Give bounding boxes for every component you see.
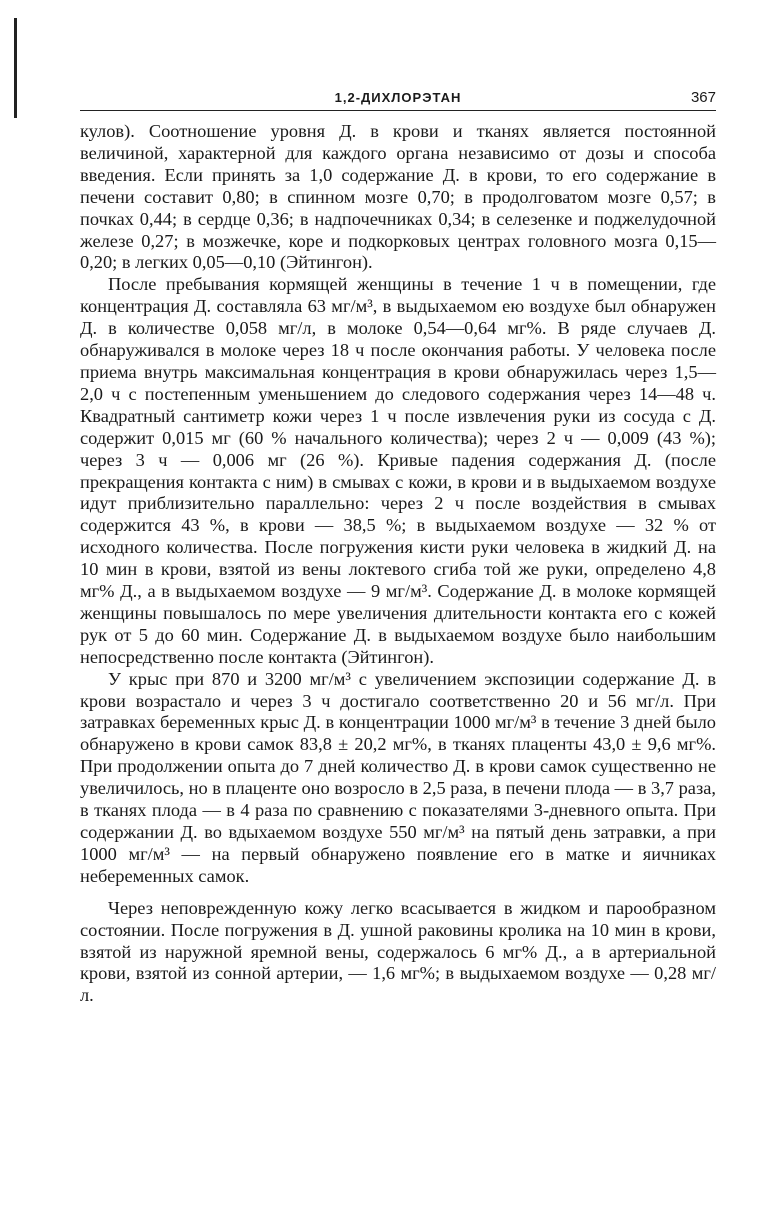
margin-rule	[14, 18, 17, 118]
paragraph-4: Через неповрежденную кожу легко всасывается в жидком и парообразном состоянии. После погружения в Д. ушной раковины кролика на 10 мин в крови, взятой из наружной яремной вены, содержалось 6 мг% Д., а в артериальной крови, взятой из сонной артерии, — 1,6 мг%; в выдыхаемом воздухе — 0,28 мг/л.	[80, 897, 716, 1006]
paragraph-2: После пребывания кормящей женщины в течение 1 ч в помещении, где концентрация Д. составляла 63 мг/м³, в выдыхаемом ею воздухе был обнаружен Д. в количестве 0,058 мг/л, в молоке 0,54—0,64 мг%. В ряде случаев Д. обнаруживался в молоке через 18 ч после окончания работы. У человека после приема внутрь максимальная концентрация в крови обнаружилась через 1,5—2,0 ч с постепенным уменьшением до следового содержания через 14—48 ч. Квадратный сантиметр кожи через 1 ч после извлечения руки из сосуда с Д. содержит 0,015 мг (60 % начального количества); через 2 ч — 0,009 (43 %); через 3 ч — 0,006 мг (26 %). Кривые падения содержания Д. (после прекращения контакта с ним) в смывах с кожи, в крови и в выдыхаемом воздухе идут приблизительно параллельно: через 2 ч после воздействия в смывах содержится 43 %, в крови — 38,5 %; в выдыхаемом воздухе — 32 % от исходного количества. После погружения кисти руки человека в жидкий Д. на 10 мин в крови, взятой из вены локтевого сгиба той же руки, определено 4,8 мг% Д., а в выдыхаемом воздухе — 9 мг/м³. Содержание Д. в молоке кормящей женщины повышалось по мере увеличения длительности контакта его с кожей рук от 5 до 60 мин. Содержание Д. в выдыхаемом воздухе было наибольшим непосредственно после контакта (Эйтингон).	[80, 274, 716, 667]
paragraph-1: кулов). Соотношение уровня Д. в крови и тканях является постоянной величиной, характерной для каждого органа независимо от дозы и способа введения. Если принять за 1,0 содержание Д. в крови, то его содержание в печени составит 0,80; в спинном мозге 0,70; в продолговатом мозге 0,57; в почках 0,44; в сердце 0,36; в надпочечниках 0,34; в селезенке и поджелудочной железе 0,27; в мозжечке, коре и подкорковых центрах головного мозга 0,15—0,20; в легких 0,05—0,10 (Эйтингон).	[80, 121, 716, 273]
paragraph-3: У крыс при 870 и 3200 мг/м³ с увеличением экспозиции содержание Д. в крови возрастало и через 3 ч достигало соответственно 20 и 56 мг/л. При затравках беременных крыс Д. в концентрации 1000 мг/м³ в течение 3 дней было обнаружено в крови самок 83,8 ± 20,2 мг%, в тканях плаценты 43,0 ± 9,6 мг%. При продолжении опыта до 7 дней количество Д. в крови самок существенно не увеличилось, но в плаценте оно возросло в 2,5 раза, в печени плода — в 3,7 раза, в тканях плода — в 4 раза по сравнению с показателями 3-дневного опыта. При содержании Д. во вдыхаемом воздухе 550 мг/м³ на пятый день затравки, а при 1000 мг/м³ — на первый обнаружено появление его в матке и яичниках небеременных самок.	[80, 668, 716, 886]
page-number: 367	[690, 89, 716, 106]
book-page	[80, 88, 716, 1007]
running-title: 1,2-ДИХЛОРЭТАН	[334, 90, 462, 105]
page-header	[80, 88, 716, 111]
body-text	[80, 121, 716, 1007]
